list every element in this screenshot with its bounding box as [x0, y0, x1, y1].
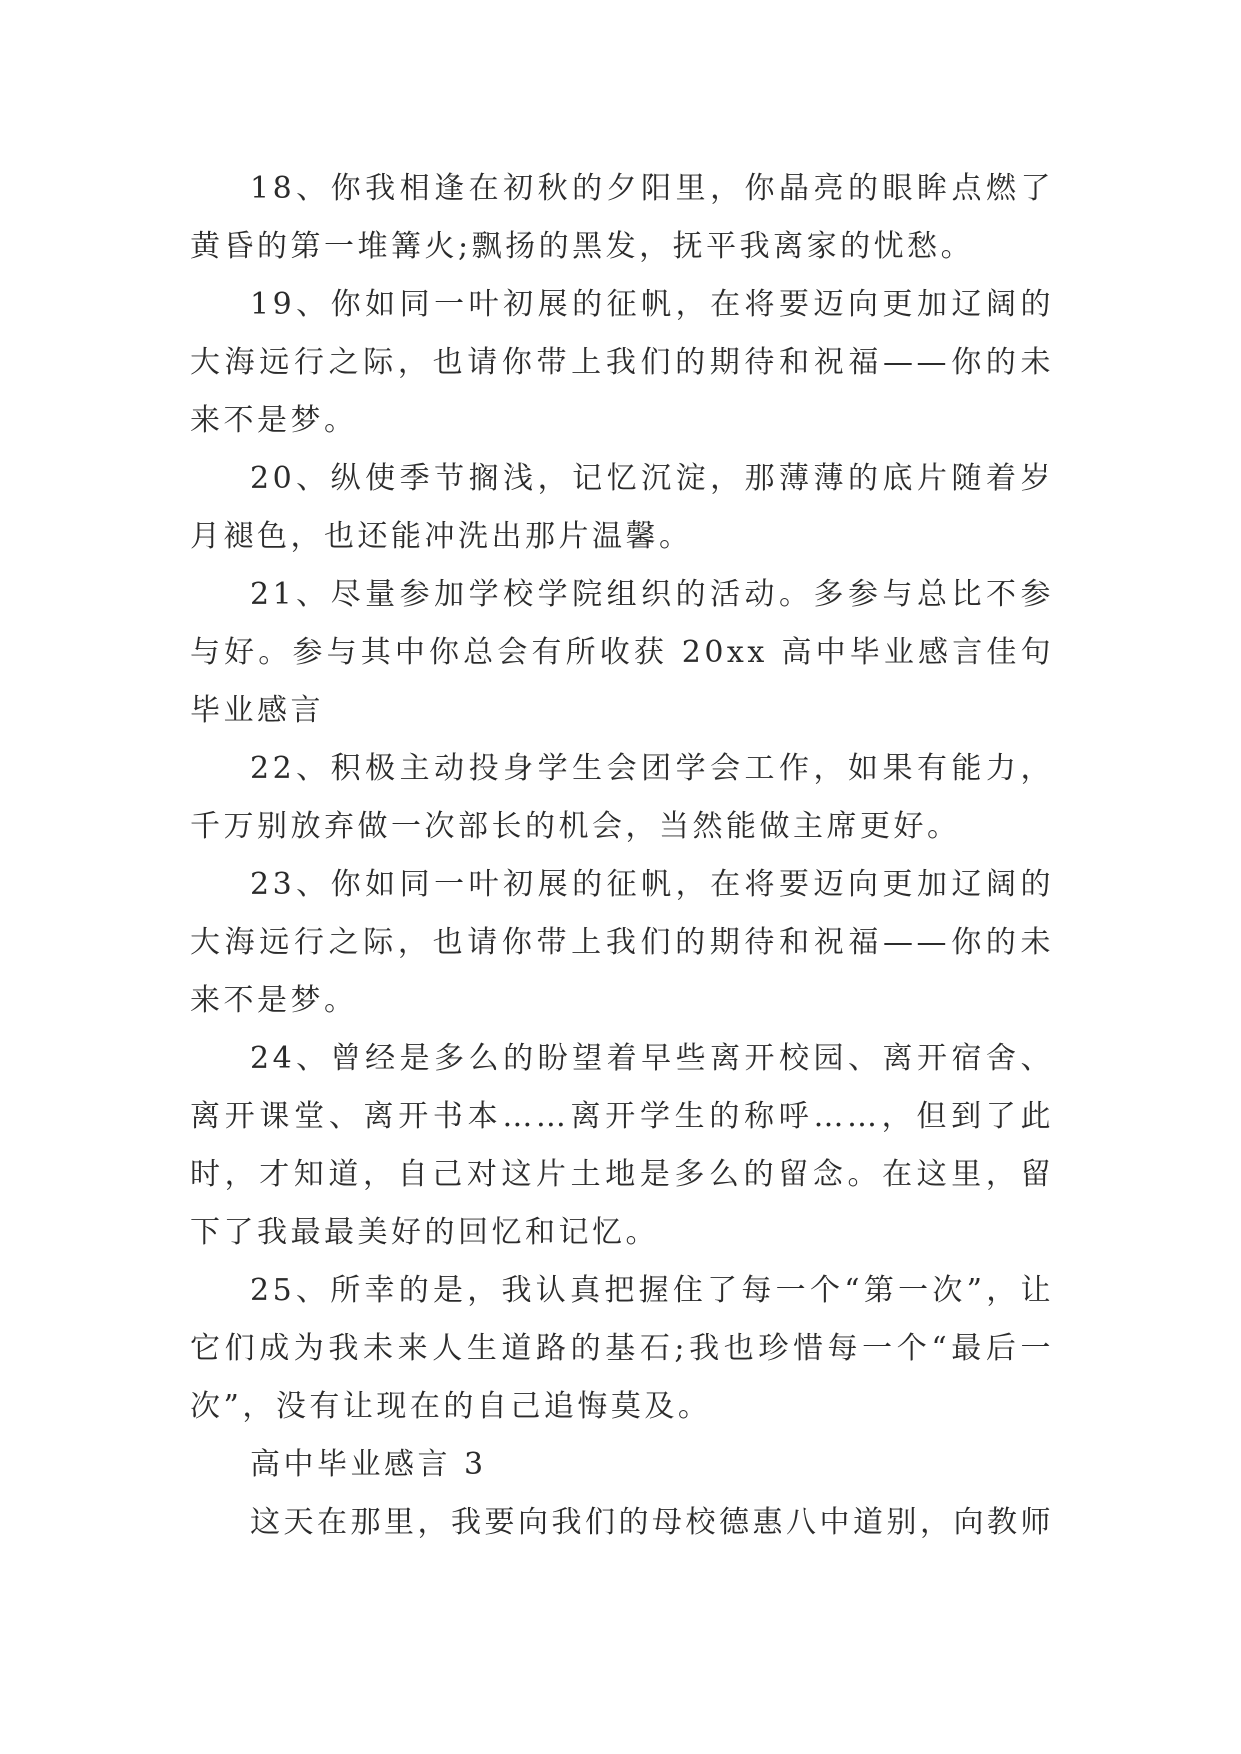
paragraph-23: 23、你如同一叶初展的征帆，在将要迈向更加辽阔的大海远行之际，也请你带上我们的期待和祝福——你的未来不是梦。 — [190, 867, 1054, 1018]
paragraph-25: 25、所幸的是，我认真把握住了每一个“第一次”，让它们成为我未来人生道路的基石;我也珍惜每一个“最后一次”，没有让现在的自己追悔莫及。 — [190, 1273, 1054, 1424]
paragraph-24: 24、曾经是多么的盼望着早些离开校园、离开宿舍、离开课堂、离开书本……离开学生的称呼……，但到了此时，才知道，自己对这片土地是多么的留念。在这里，留下了我最最美好的回忆和记忆。 — [190, 1041, 1054, 1250]
paragraph-22: 22、积极主动投身学生会团学会工作，如果有能力，千万别放弃做一次部长的机会，当然能做主席更好。 — [190, 751, 1054, 844]
closing-paragraph: 这天在那里，我要向我们的母校德惠八中道别，向教师 — [250, 1505, 1054, 1540]
document-body — [190, 160, 1054, 1552]
paragraph-21: 21、尽量参加学校学院组织的活动。多参与总比不参与好。参与其中你总会有所收获 20xx 高中毕业感言佳句毕业感言 — [190, 577, 1054, 728]
paragraph-19: 19、你如同一叶初展的征帆，在将要迈向更加辽阔的大海远行之际，也请你带上我们的期待和祝福——你的未来不是梦。 — [190, 287, 1054, 438]
section-heading: 高中毕业感言 3 — [250, 1447, 487, 1482]
paragraph-18: 18、你我相逢在初秋的夕阳里，你晶亮的眼眸点燃了黄昏的第一堆篝火;飘扬的黑发，抚平我离家的忧愁。 — [190, 171, 1054, 264]
paragraph-20: 20、纵使季节搁浅，记忆沉淀，那薄薄的底片随着岁月褪色，也还能冲洗出那片温馨。 — [190, 461, 1054, 554]
